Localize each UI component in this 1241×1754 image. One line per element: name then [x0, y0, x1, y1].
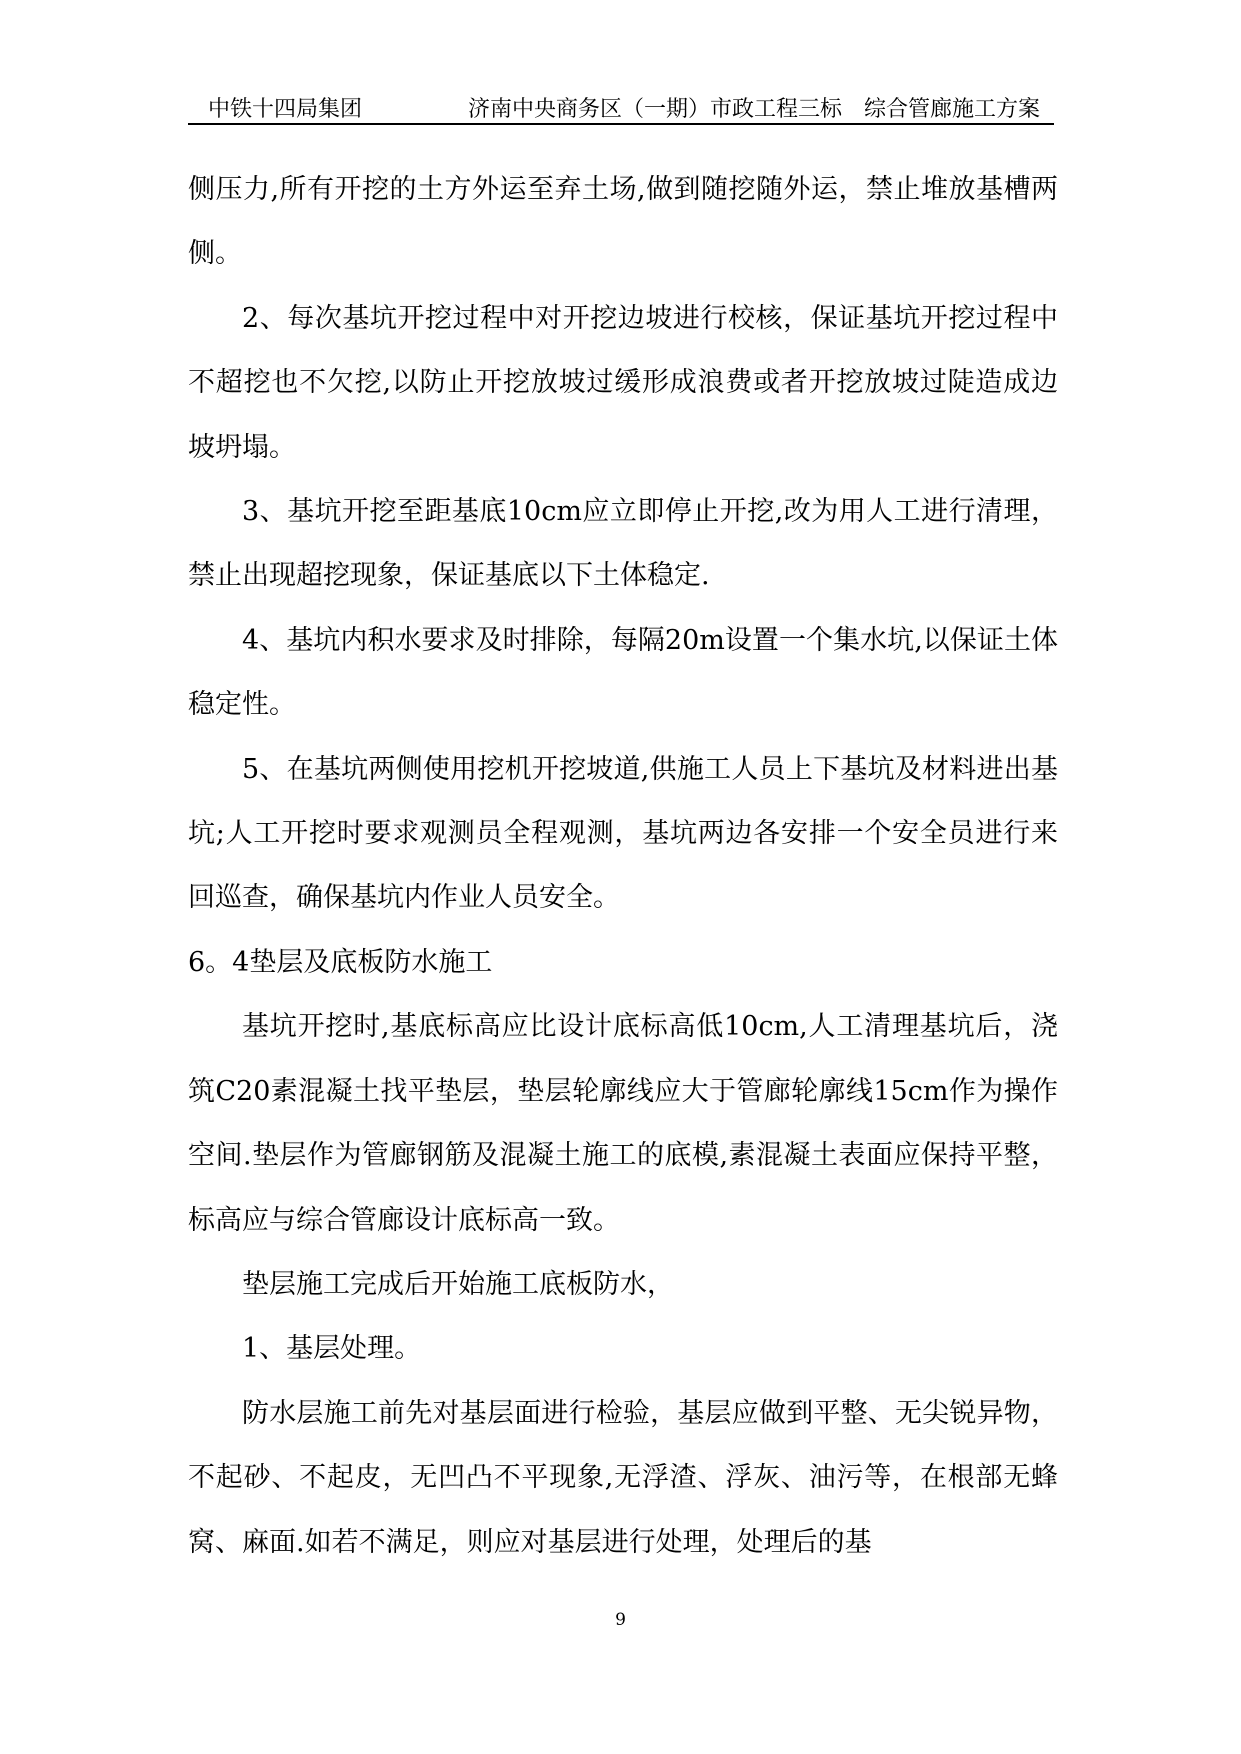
paragraph-continuation: 侧压力,所有开挖的土方外运至弃土场,做到随挖随外运，禁止堆放基槽两侧。 [188, 174, 1058, 270]
header-document-title: 济南中央商务区（一期）市政工程三标 综合管廊施工方案 [467, 97, 1040, 122]
paragraph-item-3: 3、基坑开挖至距基底10cm应立即停止开挖,改为用人工进行清理，禁止出现超挖现象，保证基底以下土体稳定. [188, 496, 1058, 592]
paragraph-item-4: 4、基坑内积水要求及时排除，每隔20m设置一个集水坑,以保证土体稳定性。 [188, 624, 1058, 721]
paragraph-waterproofing-intro: 垫层施工完成后开始施工底板防水， [242, 1268, 674, 1300]
paragraph-item-2: 2、每次基坑开挖过程中对开挖边坡进行校核，保证基坑开挖过程中不超挖也不欠挖,以防止开挖放坡过缓形成浪费或者开挖放坡过陡造成边坡坍塌。 [188, 302, 1058, 463]
page-header [188, 88, 1054, 122]
paragraph-item-5: 5、在基坑两侧使用挖机开挖坡道,供施工人员上下基坑及材料进出基坑;人工开挖时要求观测员全程观测，基坑两边各安排一个安全员进行来回巡查，确保基坑内作业人员安全。 [188, 753, 1058, 914]
header-company: 中铁十四局集团 [208, 97, 363, 122]
document-body [188, 158, 1058, 1575]
section-heading: 6。4垫层及底板防水施工 [188, 946, 493, 978]
paragraph-base-treatment-detail: 防水层施工前先对基层面进行检验，基层应做到平整、无尖锐异物，不起砂、不起皮，无凹凸不平现象,无浮渣、浮灰、油污等，在根部无蜂窝、麻面.如若不满足，则应对基层进行处理，处理后的基 [188, 1397, 1058, 1558]
paragraph-cushion-layer: 基坑开挖时,基底标高应比设计底标高低10cm,人工清理基坑后，浇筑C20素混凝土找平垫层，垫层轮廓线应大于管廊轮廓线15cm作为操作空间.垫层作为管廊钢筋及混凝土施工的底模,素混凝土表面应保持平整，标高应与综合管廊设计底标高一致。 [188, 1011, 1058, 1236]
page-number: 9 [615, 1610, 626, 1630]
header-divider [188, 123, 1054, 125]
paragraph-base-treatment-title: 1、基层处理。 [242, 1333, 422, 1365]
